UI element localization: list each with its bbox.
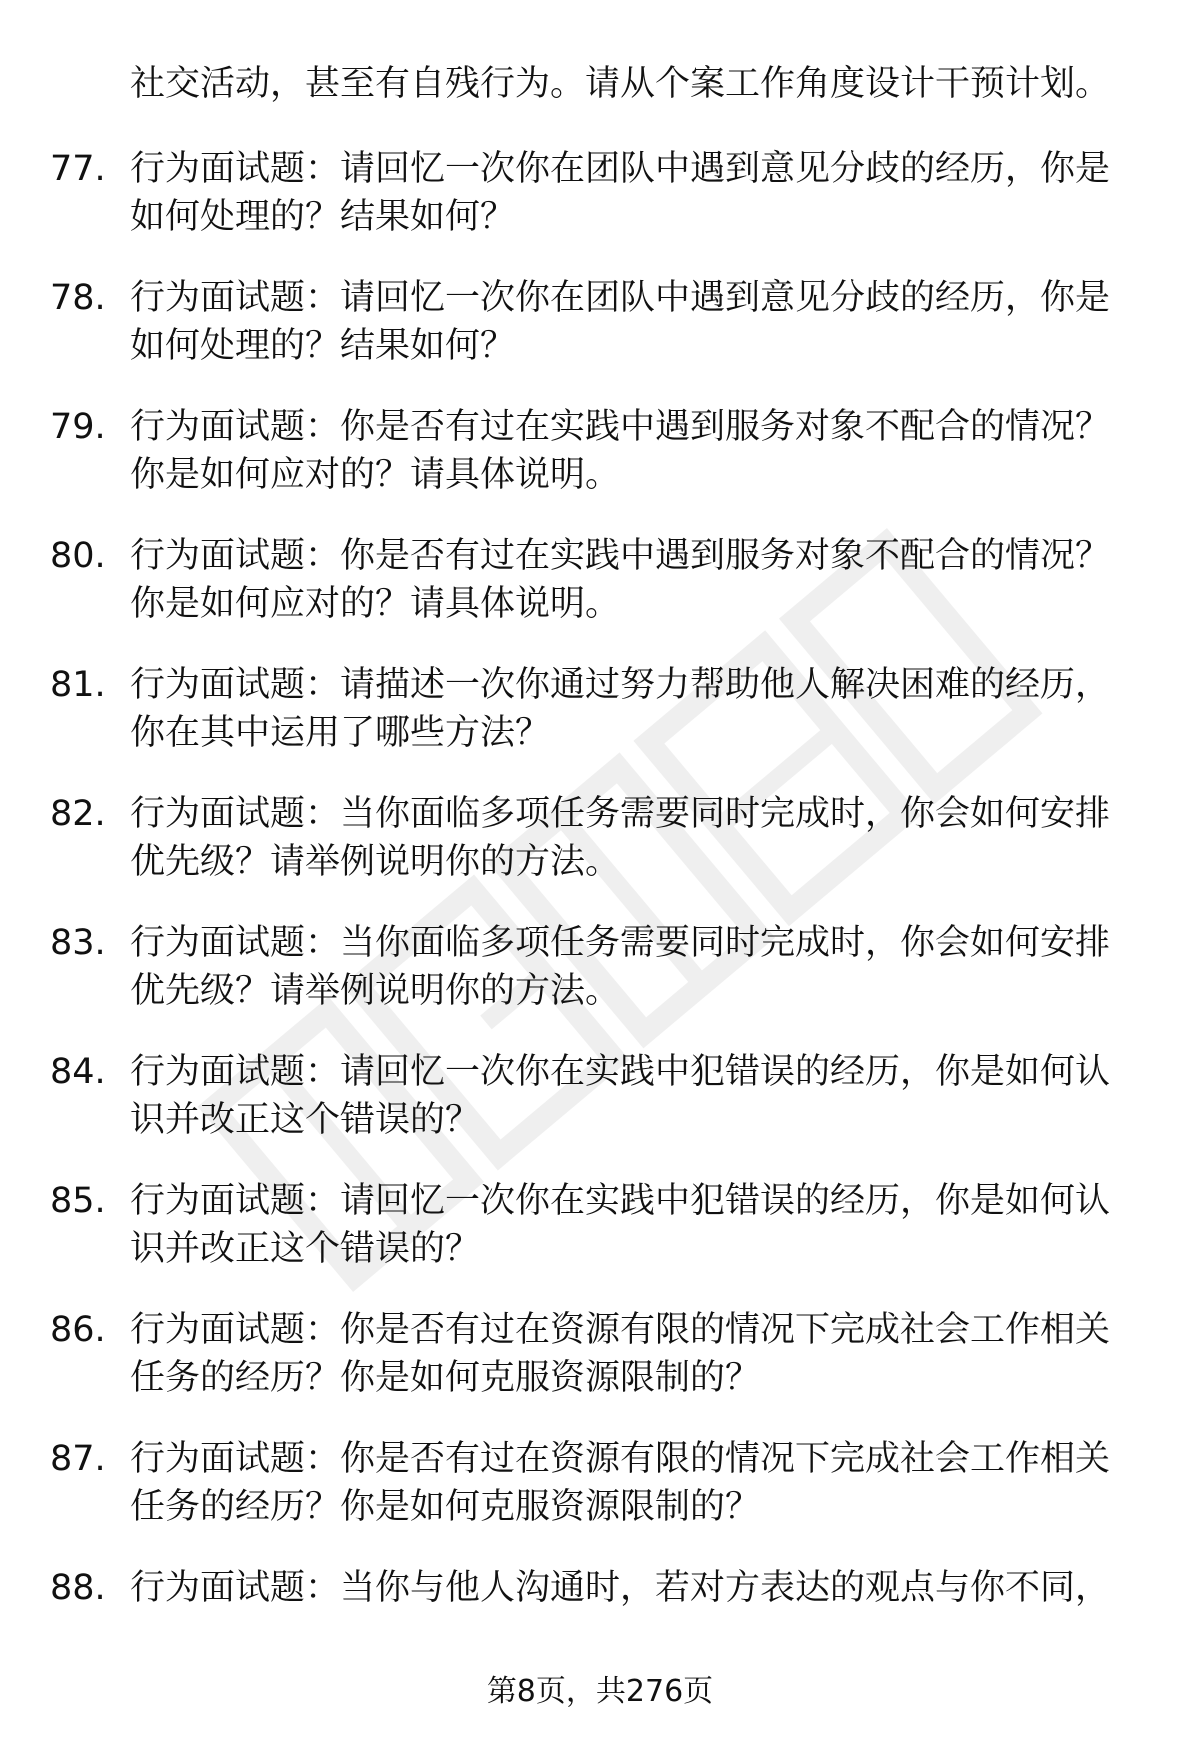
question-list: [0, 145, 1200, 1693]
question-number: 77.: [50, 149, 106, 189]
question-item: [0, 790, 1200, 919]
question-item: [0, 919, 1200, 1048]
question-text: [130, 1564, 1150, 1612]
question-text-line: 任务的经历？你是如何克服资源限制的？: [130, 1358, 761, 1398]
question-text-line: 行为面试题：当你与他人沟通时，若对方表达的观点与你不同，: [130, 1568, 1111, 1608]
question-number: 85.: [50, 1181, 106, 1221]
question-text-line: 行为面试题：你是否有过在实践中遇到服务对象不配合的情况？: [130, 407, 1111, 447]
question-text-line: 任务的经历？你是如何克服资源限制的？: [130, 1487, 761, 1527]
question-text-line: 行为面试题：请回忆一次你在团队中遇到意见分歧的经历，你是: [130, 149, 1111, 189]
question-text: [130, 919, 1150, 1015]
question-item: [0, 145, 1200, 274]
question-text-line: 如何处理的？结果如何？: [130, 197, 516, 237]
page-footer: 第8页，共276页: [486, 1674, 714, 1709]
question-item: [0, 1048, 1200, 1177]
question-text: [130, 661, 1150, 757]
question-text-line: 行为面试题：请回忆一次你在实践中犯错误的经历，你是如何认: [130, 1181, 1111, 1221]
question-text-line: 识并改正这个错误的？: [130, 1229, 481, 1269]
question-text-line: 你是如何应对的？请具体说明。: [130, 455, 621, 495]
question-text: [130, 532, 1150, 628]
question-number: 79.: [50, 407, 106, 447]
question-text: [130, 790, 1150, 886]
question-text-line: 行为面试题：当你面临多项任务需要同时完成时，你会如何安排: [130, 794, 1111, 834]
question-number: 82.: [50, 794, 106, 834]
question-continuation: 社交活动，甚至有自残行为。请从个案工作角度设计干预计划。: [130, 64, 1111, 104]
question-item: [0, 661, 1200, 790]
question-text-line: 行为面试题：当你面临多项任务需要同时完成时，你会如何安排: [130, 923, 1111, 963]
question-text: [130, 274, 1150, 370]
question-item: [0, 1306, 1200, 1435]
question-item: [0, 1177, 1200, 1306]
question-item: [0, 1435, 1200, 1564]
question-item: [0, 274, 1200, 403]
question-text-line: 行为面试题：你是否有过在资源有限的情况下完成社会工作相关: [130, 1439, 1111, 1479]
question-number: 84.: [50, 1052, 106, 1092]
question-text-line: 行为面试题：你是否有过在实践中遇到服务对象不配合的情况？: [130, 536, 1111, 576]
question-text-line: 优先级？请举例说明你的方法。: [130, 842, 621, 882]
question-number: 87.: [50, 1439, 106, 1479]
question-item: [0, 532, 1200, 661]
question-text-line: 你是如何应对的？请具体说明。: [130, 584, 621, 624]
question-number: 86.: [50, 1310, 106, 1350]
question-item: [0, 403, 1200, 532]
question-text-line: 行为面试题：请回忆一次你在团队中遇到意见分歧的经历，你是: [130, 278, 1111, 318]
question-text-line: 行为面试题：请描述一次你通过努力帮助他人解决困难的经历，: [130, 665, 1111, 705]
question-text-line: 行为面试题：你是否有过在资源有限的情况下完成社会工作相关: [130, 1310, 1111, 1350]
question-text-line: 优先级？请举例说明你的方法。: [130, 971, 621, 1011]
question-text: [130, 1177, 1150, 1273]
question-number: 83.: [50, 923, 106, 963]
question-text-line: 如何处理的？结果如何？: [130, 326, 516, 366]
question-number: 81.: [50, 665, 106, 705]
question-text-line: 行为面试题：请回忆一次你在实践中犯错误的经历，你是如何认: [130, 1052, 1111, 1092]
question-text: [130, 145, 1150, 241]
question-text: [130, 1048, 1150, 1144]
question-number: 88.: [50, 1568, 106, 1608]
question-text: [130, 1435, 1150, 1531]
question-text: [130, 1306, 1150, 1402]
question-text: [130, 403, 1150, 499]
question-number: 80.: [50, 536, 106, 576]
question-text-line: 识并改正这个错误的？: [130, 1100, 481, 1140]
question-number: 78.: [50, 278, 106, 318]
question-text-line: 你在其中运用了哪些方法？: [130, 713, 551, 753]
